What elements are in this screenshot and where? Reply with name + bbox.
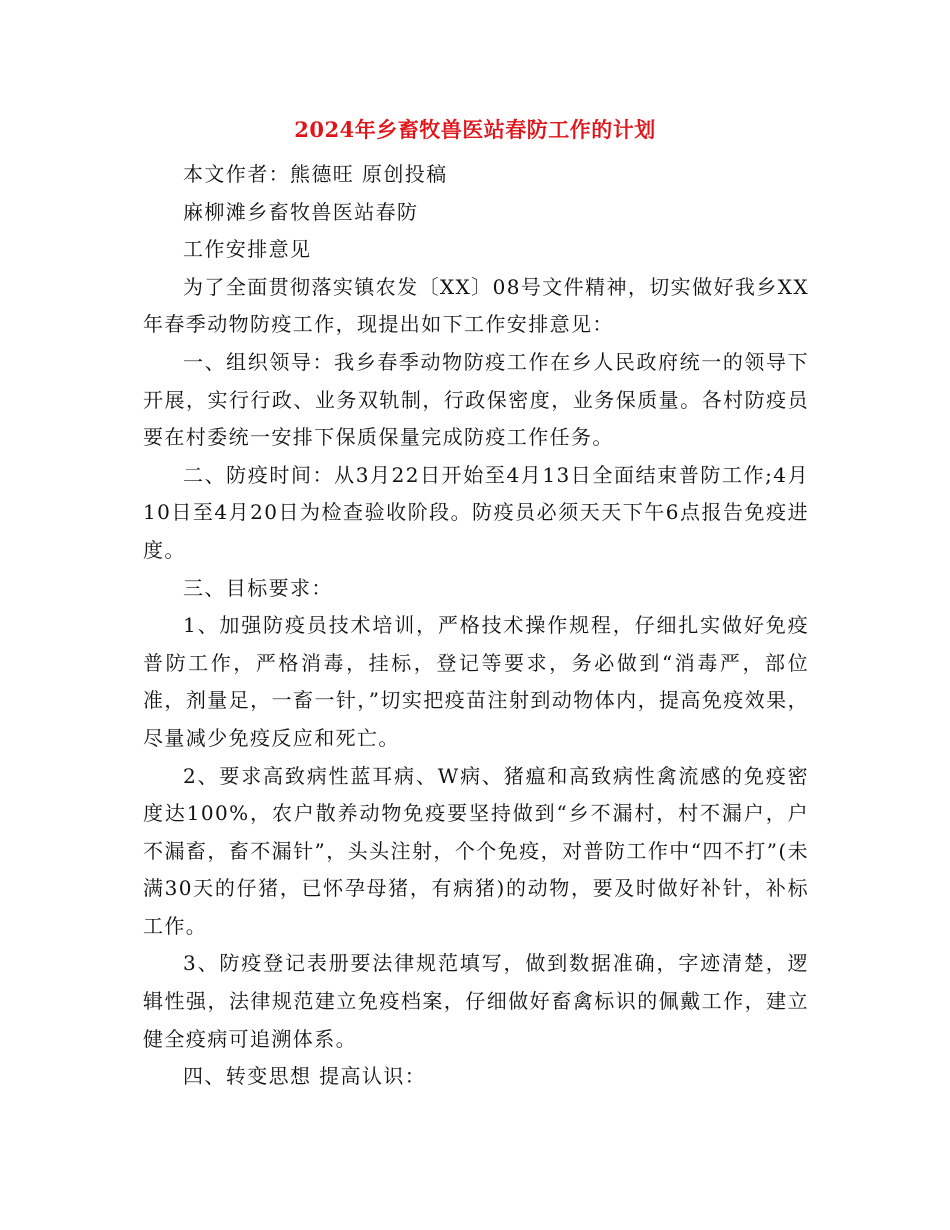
document-title: 2024年乡畜牧兽医站春防工作的计划 bbox=[294, 117, 656, 142]
section-2-paragraph: 二、防疫时间：从3月22日开始至4月13日全面结束普防工作;4月10日至4月20日为检查验收阶段。防疫员必须天天下午6点报告免疫进度。 bbox=[143, 462, 809, 562]
author-line: 本文作者：熊德旺 原创投稿 bbox=[183, 162, 448, 186]
document-body bbox=[143, 156, 809, 1096]
section-3-heading: 三、目标要求： bbox=[183, 575, 333, 600]
requirement-1-paragraph: 1、加强防疫员技术培训，严格技术操作规程，仔细扎实做好免疫普防工作，严格消毒，挂标，登记等要求，务必做到“消毒严，部位准，剂量足，一畜一针，”切实把疫苗注射到动物体内，提高免疫效果，尽量减少免疫反应和死亡。 bbox=[143, 613, 809, 750]
requirement-2-paragraph: 2、要求高致病性蓝耳病、W病、猪瘟和高致病性禽流感的免疫密度达100%，农户散养动物免疫要坚持做到“乡不漏村，村不漏户，户不漏畜，畜不漏针”，头头注射，个个免疫，对普防工作中“四不打”(未满30天的仔猪，已怀孕母猪，有病猪)的动物，要及时做好补针，补标工作。 bbox=[143, 763, 809, 938]
org-line: 麻柳滩乡畜牧兽医站春防 bbox=[183, 199, 419, 224]
section-4-heading: 四、转变思想 提高认识： bbox=[183, 1064, 427, 1089]
requirement-3-paragraph: 3、防疫登记表册要法律规范填写，做到数据准确，字迹清楚，逻辑性强，法律规范建立免疫档案，仔细做好畜禽标识的佩戴工作，建立健全疫病可追溯体系。 bbox=[143, 951, 809, 1051]
section-1-paragraph: 一、组织领导：我乡春季动物防疫工作在乡人民政府统一的领导下开展，实行行政、业务双轨制，行政保密度，业务保质量。各村防疫员要在村委统一安排下保质保量完成防疫工作任务。 bbox=[143, 349, 809, 450]
intro-paragraph: 为了全面贯彻落实镇农发〔XX〕08号文件精神，切实做好我乡XX年春季动物防疫工作，现提出如下工作安排意见： bbox=[143, 274, 809, 337]
subtitle-line: 工作安排意见 bbox=[183, 237, 312, 262]
